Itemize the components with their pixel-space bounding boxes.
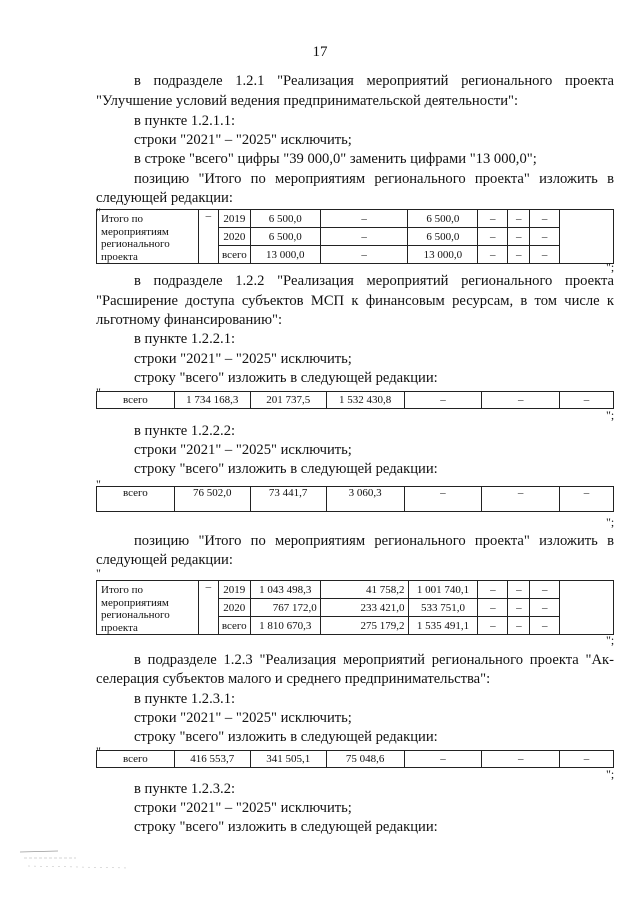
close-quote: ";: [606, 515, 615, 529]
value-cell: 233 421,0: [320, 599, 408, 617]
value-cell: –: [482, 487, 560, 512]
value-cell: –: [404, 487, 482, 512]
value-cell: 1 810 670,3: [250, 617, 320, 635]
value-cell: –: [530, 599, 560, 617]
close-quote: ";: [606, 408, 615, 422]
open-quote: ": [96, 205, 101, 219]
value-cell: –: [320, 210, 408, 228]
value-cell: 767 172,0: [250, 599, 320, 617]
paragraph-line: в строке "всего" цифры "39 000,0" заменить цифрами "13 000,0";: [134, 151, 537, 167]
value-cell: 6 500,0: [408, 228, 478, 246]
table-row: [97, 392, 614, 409]
value-cell: –: [478, 210, 508, 228]
value-cell: 1 535 491,1: [408, 617, 478, 635]
value-cell: 1 001 740,1: [408, 581, 478, 599]
year-cell: 2020: [218, 599, 250, 617]
year-cell: всего: [218, 617, 250, 635]
close-quote: ";: [606, 260, 615, 274]
value-cell: –: [404, 751, 482, 768]
value-cell: 13 000,0: [408, 246, 478, 264]
value-cell: 6 500,0: [408, 210, 478, 228]
paragraph-line: в подразделе 1.2.3 "Реализация мероприятий регионального проекта "Ак-: [134, 652, 614, 668]
value-cell: 275 179,2: [320, 617, 408, 635]
value-cell: 416 553,7: [174, 751, 250, 768]
scan-artifact: [18, 846, 138, 874]
table-vsego-1221: [96, 391, 614, 409]
paragraph-line: в пункте 1.2.3.2:: [134, 781, 236, 797]
value-cell: –: [560, 392, 614, 409]
paragraph-line: строки "2021" – "2025" исключить;: [134, 351, 352, 367]
table-row: [97, 751, 614, 768]
empty-cell: [560, 581, 614, 635]
dash-cell: –: [198, 581, 218, 635]
paragraph-line: "Улучшение условий ведения предпринимательской деятельности":: [96, 93, 519, 109]
value-cell: –: [478, 599, 508, 617]
paragraph-line: строку "всего" изложить в следующей редакции:: [134, 370, 438, 386]
open-quote: ": [96, 744, 101, 758]
value-cell: 13 000,0: [250, 246, 320, 264]
paragraph-line: следующей редакции:: [96, 552, 233, 568]
empty-cell: [560, 210, 614, 264]
paragraph-line: позицию "Итого по мероприятиям регионального проекта" изложить в: [134, 533, 614, 549]
paragraph-line: "Расширение доступа субъектов МСП к финансовым ресурсам, в том числе к: [96, 293, 614, 309]
paragraph-line: в пункте 1.2.1.1:: [134, 113, 236, 129]
row-label: всего: [97, 392, 175, 409]
table-itogo-2: [96, 580, 614, 635]
dash-cell: –: [198, 210, 218, 264]
value-cell: –: [560, 751, 614, 768]
value-cell: –: [508, 228, 530, 246]
paragraph-line: в подразделе 1.2.1 "Реализация мероприятий регионального проекта: [134, 73, 614, 89]
paragraph-line: строку "всего" изложить в следующей редакции:: [134, 729, 438, 745]
row-label: Итого по мероприятиям регионального проекта: [97, 581, 199, 635]
value-cell: 3 060,3: [326, 487, 404, 512]
table-itogo-1: [96, 209, 614, 264]
paragraph-line: строки "2021" – "2025" исключить;: [134, 132, 352, 148]
paragraph-line: в пункте 1.2.2.1:: [134, 331, 236, 347]
close-quote: ";: [606, 633, 615, 647]
paragraph-line: позицию "Итого по мероприятиям регионального проекта" изложить в: [134, 171, 614, 187]
value-cell: –: [478, 581, 508, 599]
value-cell: 1 734 168,3: [174, 392, 250, 409]
value-cell: 76 502,0: [174, 487, 250, 512]
table-row: [97, 487, 614, 512]
year-cell: 2019: [218, 581, 250, 599]
value-cell: –: [508, 617, 530, 635]
year-cell: 2019: [218, 210, 250, 228]
paragraph-line: строку "всего" изложить в следующей редакции:: [134, 819, 438, 835]
value-cell: –: [508, 246, 530, 264]
open-quote: ": [96, 566, 101, 580]
page-number: 17: [312, 44, 328, 60]
value-cell: 533 751,0: [408, 599, 478, 617]
paragraph-line: в подразделе 1.2.2 "Реализация мероприятий регионального проекта: [134, 273, 614, 289]
value-cell: –: [530, 617, 560, 635]
paragraph-line: строки "2021" – "2025" исключить;: [134, 800, 352, 816]
table-vsego-1231: [96, 750, 614, 768]
paragraph-line: следующей редакции:: [96, 190, 233, 206]
value-cell: –: [508, 581, 530, 599]
year-cell: всего: [218, 246, 250, 264]
row-label: всего: [97, 751, 175, 768]
value-cell: –: [478, 617, 508, 635]
value-cell: –: [530, 210, 560, 228]
value-cell: –: [404, 392, 482, 409]
value-cell: 1 532 430,8: [326, 392, 404, 409]
value-cell: –: [530, 246, 560, 264]
table-row: [97, 210, 614, 228]
table-row: [97, 581, 614, 599]
year-cell: 2020: [218, 228, 250, 246]
value-cell: 41 758,2: [320, 581, 408, 599]
value-cell: –: [530, 228, 560, 246]
value-cell: 6 500,0: [250, 210, 320, 228]
close-quote: ";: [606, 767, 615, 781]
value-cell: –: [508, 210, 530, 228]
value-cell: 1 043 498,3: [250, 581, 320, 599]
open-quote: ": [96, 385, 101, 399]
value-cell: 341 505,1: [250, 751, 326, 768]
value-cell: –: [560, 487, 614, 512]
paragraph-line: строку "всего" изложить в следующей редакции:: [134, 461, 438, 477]
paragraph-line: селерация субъектов малого и среднего предпринимательства":: [96, 671, 491, 687]
paragraph-line: в пункте 1.2.2.2:: [134, 423, 236, 439]
table-vsego-1222: [96, 486, 614, 512]
value-cell: –: [530, 581, 560, 599]
value-cell: –: [482, 392, 560, 409]
paragraph-line: в пункте 1.2.3.1:: [134, 691, 236, 707]
value-cell: –: [482, 751, 560, 768]
value-cell: –: [508, 599, 530, 617]
value-cell: 6 500,0: [250, 228, 320, 246]
value-cell: –: [478, 246, 508, 264]
row-label: всего: [97, 487, 175, 512]
row-label: Итого по мероприятиям регионального проекта: [97, 210, 199, 264]
value-cell: –: [320, 246, 408, 264]
value-cell: 201 737,5: [250, 392, 326, 409]
value-cell: –: [320, 228, 408, 246]
value-cell: 73 441,7: [250, 487, 326, 512]
value-cell: –: [478, 228, 508, 246]
paragraph-line: строки "2021" – "2025" исключить;: [134, 710, 352, 726]
value-cell: 75 048,6: [326, 751, 404, 768]
open-quote: ": [96, 477, 101, 491]
paragraph-line: строки "2021" – "2025" исключить;: [134, 442, 352, 458]
paragraph-line: льготному финансированию":: [96, 312, 283, 328]
